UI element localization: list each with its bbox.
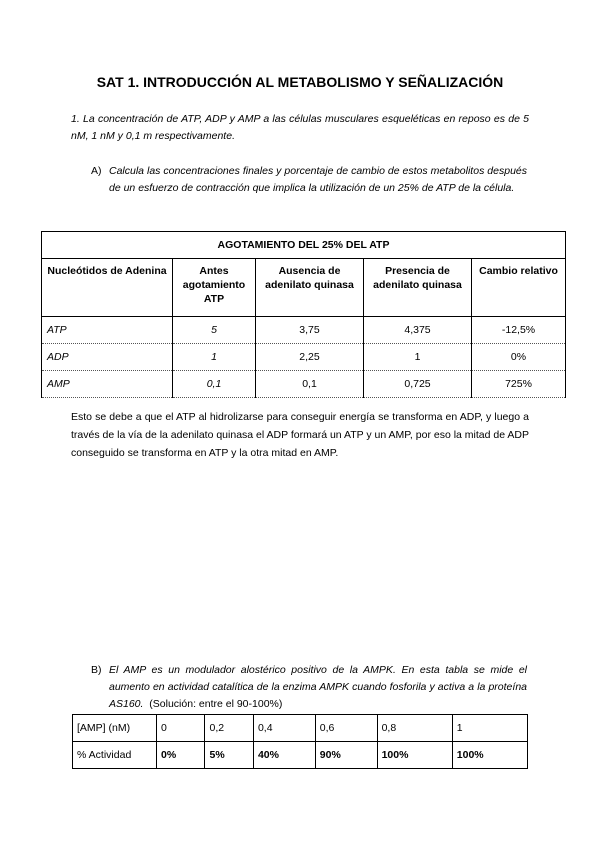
presence-value: 4,375 (364, 317, 472, 344)
question-1-text: 1. La concentración de ATP, ADP y AMP a las células musculares esqueléticas en reposo es de 5 nM, 1 nM y 0,1 m respectivamente. (71, 113, 529, 142)
amp-value: 0,2 (205, 715, 253, 742)
presence-value: 0,725 (364, 371, 472, 398)
column-header-nucleotides: Nucleótidos de Adenina (42, 259, 173, 317)
absence-value: 3,75 (256, 317, 364, 344)
activity-value: 0% (157, 742, 205, 769)
part-b-label: B) (91, 664, 102, 676)
activity-value: 40% (253, 742, 315, 769)
depletion-table (41, 231, 566, 398)
before-value: 5 (173, 317, 256, 344)
table-row (42, 371, 566, 398)
activity-value: 5% (205, 742, 253, 769)
before-value: 0,1 (173, 371, 256, 398)
metabolite-name: ADP (42, 344, 173, 371)
change-value: 0% (472, 344, 566, 371)
amp-value: 1 (452, 715, 527, 742)
activity-value: 100% (377, 742, 452, 769)
part-b-text-block (109, 662, 527, 713)
page-title: SAT 1. INTRODUCCIÓN AL METABOLISMO Y SEÑALIZACIÓN (96, 74, 504, 90)
amp-row-label: [AMP] (nM) (73, 715, 157, 742)
amp-value: 0,6 (315, 715, 377, 742)
table-row (73, 742, 528, 769)
amp-value: 0,4 (253, 715, 315, 742)
activity-row-label: % Actividad (73, 742, 157, 769)
metabolite-name: ATP (42, 317, 173, 344)
absence-value: 0,1 (256, 371, 364, 398)
table-row (73, 715, 528, 742)
column-header-change: Cambio relativo (472, 259, 566, 317)
part-b-text: El AMP es un modulador alostérico positivo de la AMPK. En esta tabla se mide el aumento en actividad catalítica de la enzima AMPK cuando fosforila y activa a la proteína AS160. (109, 664, 527, 710)
activity-value: 90% (315, 742, 377, 769)
amp-value: 0 (157, 715, 205, 742)
table-row (42, 317, 566, 344)
absence-value: 2,25 (256, 344, 364, 371)
presence-value: 1 (364, 344, 472, 371)
column-header-presence: Presencia de adenilato quinasa (364, 259, 472, 317)
metabolite-name: AMP (42, 371, 173, 398)
part-a-text: Calcula las concentraciones finales y porcentaje de cambio de estos metabolitos después de un esfuerzo de contracción que implica la utilización de un 25% de ATP de la célula. (109, 165, 527, 194)
part-b (91, 662, 527, 713)
column-header-absence: Ausencia de adenilato quinasa (256, 259, 364, 317)
explanation-paragraph: Esto se debe a que el ATP al hidrolizarse para conseguir energía se transforma en ADP, y luego a través de la vía de la adenilato quinasa el ADP formará un ATP y un AMP, por eso la mitad de ADP conseguido se transforma en ATP y la otra mitad en AMP. (71, 411, 529, 459)
activity-value: 100% (452, 742, 527, 769)
part-a (91, 163, 527, 197)
table-row (42, 344, 566, 371)
change-value: 725% (472, 371, 566, 398)
activity-table (72, 714, 528, 769)
part-b-solution: (Solución: entre el 90-100%) (149, 698, 283, 710)
change-value: -12,5% (472, 317, 566, 344)
part-a-label: A) (91, 165, 102, 177)
before-value: 1 (173, 344, 256, 371)
column-header-before: Antes agotamiento ATP (173, 259, 256, 317)
amp-value: 0,8 (377, 715, 452, 742)
depletion-table-header: AGOTAMIENTO DEL 25% DEL ATP (42, 232, 566, 259)
